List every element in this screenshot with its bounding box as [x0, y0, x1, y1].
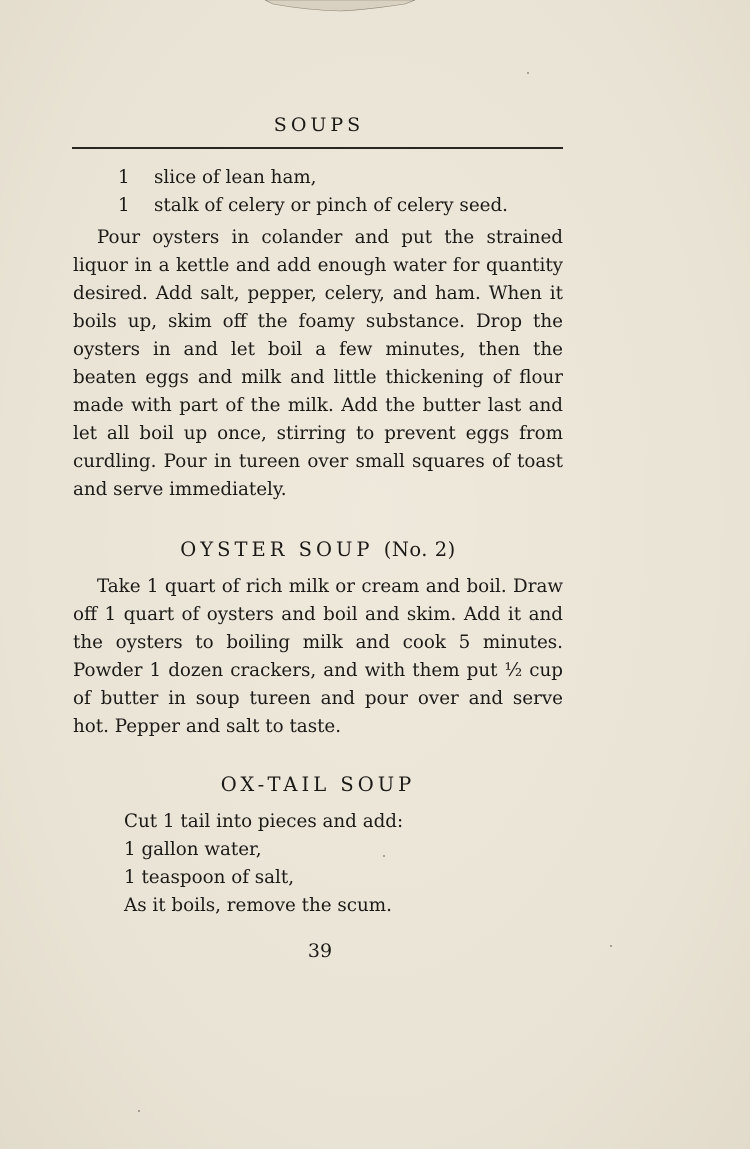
- section-number: (No. 2): [383, 538, 456, 561]
- ingredient-line: [118, 192, 508, 220]
- ingredient-line: [118, 164, 317, 192]
- ox-tail-line: 1 gallon water,: [124, 839, 262, 860]
- ingredient-text: stalk of celery or pinch of celery seed.: [154, 195, 508, 216]
- section-title: OYSTER SOUP: [180, 538, 374, 561]
- running-head: SOUPS: [273, 114, 365, 136]
- torn-paper-edge: [265, 0, 415, 14]
- paper-speck: [383, 855, 385, 857]
- ingredient-qty: 1: [118, 167, 130, 188]
- page-number: 39: [307, 940, 333, 962]
- ox-tail-line: As it boils, remove the scum.: [124, 895, 392, 916]
- paragraph-oyster-soup-method: Pour oysters in colander and put the strained liquor in a kettle and add enough water for quantity desired. Add salt, pepper, celery, and ham. When it boils up, skim off the foamy substance. Drop the oysters in and let boil a few minutes, then the beaten eggs and milk and little thickening of flour made with part of the milk. Add the butter last and let all boil up once, stirring to prevent eggs from curdling. Pour in tureen over small squares of toast and serve immediately.: [73, 227, 563, 500]
- paper-speck: [610, 945, 612, 947]
- section-heading-ox-tail-soup: OX-TAIL SOUP: [220, 773, 416, 796]
- ox-tail-line: Cut 1 tail into pieces and add:: [124, 811, 404, 832]
- section-heading-oyster-soup-2: [0, 538, 636, 561]
- paper-speck: [138, 1110, 140, 1112]
- paper-speck: [527, 72, 529, 74]
- header-rule: [72, 147, 563, 149]
- ox-tail-line: 1 teaspoon of salt,: [124, 867, 295, 888]
- paragraph-oyster-soup-2: Take 1 quart of rich milk or cream and boil. Draw off 1 quart of oysters and boil and skim. Add it and the oysters to boiling milk and cook 5 minutes. Powder 1 dozen crackers, and with them put ½ cup of butter in soup tureen and pour over and serve hot. Pepper and salt to taste.: [73, 576, 563, 737]
- ingredient-text: slice of lean ham,: [154, 167, 317, 188]
- ingredient-qty: 1: [118, 195, 130, 216]
